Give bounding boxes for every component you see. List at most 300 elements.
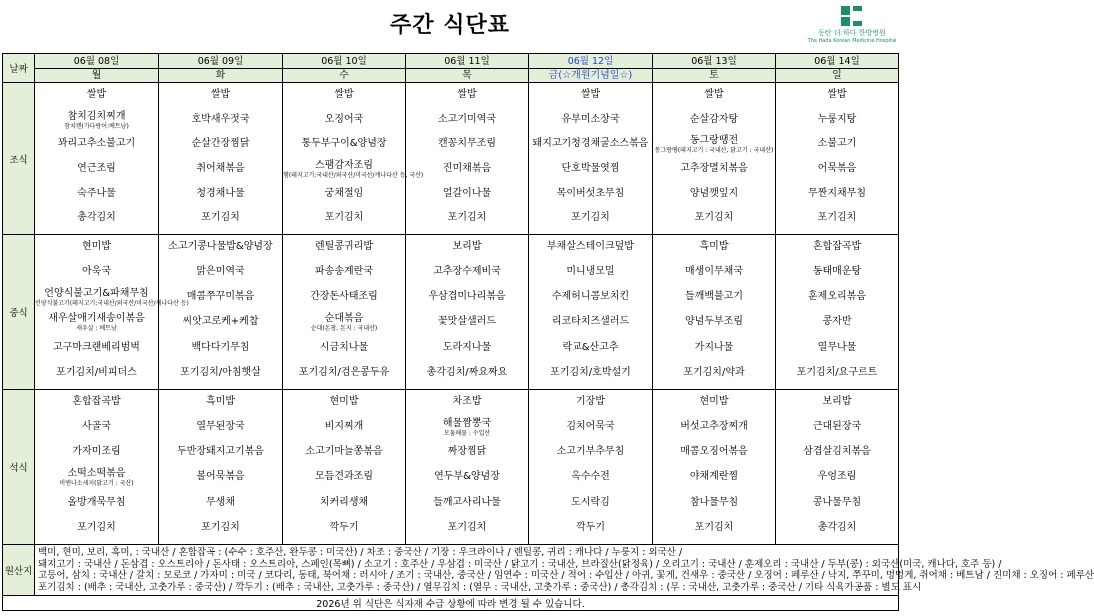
menu-item-name: 진미채볶음 (442, 162, 492, 174)
day-header (776, 54, 899, 83)
dinner-cell (406, 390, 529, 545)
menu-item-name: 어묵볶음 (817, 162, 857, 174)
menu-item (529, 83, 652, 108)
menu-item-name: 치커리생채 (319, 496, 369, 508)
menu-item (529, 157, 652, 182)
menu-item-name: 연두부&양념장 (434, 471, 500, 483)
lunch-cell (406, 235, 529, 390)
menu-item-name: 현미밥 (329, 396, 359, 407)
menu-item (283, 83, 405, 108)
menu-item (653, 361, 775, 386)
dinner-cell (283, 390, 406, 545)
menu-item (529, 285, 652, 310)
menu-item-name: 고구마크랜베리범벅 (53, 341, 140, 353)
menu-item-name: 목이버섯초무침 (556, 187, 625, 199)
menu-item (653, 132, 775, 157)
logo-mark-icon (841, 6, 863, 26)
menu-item-name: 꽈리고추소불고기 (57, 138, 136, 150)
menu-item (159, 157, 282, 182)
menu-item (776, 83, 898, 108)
menu-item (159, 491, 282, 516)
day-header (653, 54, 776, 83)
menu-item (159, 260, 282, 285)
menu-item-name: 순대볶음 (324, 313, 364, 325)
menu-item-name: 렌틸콩귀리밥 (315, 241, 373, 252)
menu-item-name: 오징어국 (324, 113, 364, 125)
menu-item (653, 336, 775, 361)
menu-item (35, 440, 158, 465)
day-weekday: 목 (462, 69, 472, 81)
menu-item (776, 260, 898, 285)
dinner-cell (776, 390, 899, 545)
row-label-date: 날짜 (3, 54, 35, 83)
menu-item (283, 182, 405, 207)
menu-item-origin-note: 비엔나소세지(닭고기 : 국산) (59, 480, 134, 488)
menu-item (283, 260, 405, 285)
menu-item (283, 516, 405, 541)
menu-item-name: 쌀밥 (210, 89, 231, 100)
menu-item-origin-note: 동그랑땡(돼지고기 : 국내산, 닭고기 : 국내산) (654, 147, 774, 155)
day-date: 06월 13일 (653, 55, 775, 69)
menu-item (159, 206, 282, 231)
menu-item (529, 390, 652, 415)
menu-item (653, 206, 775, 231)
menu-item-name: 소불고기 (817, 138, 857, 150)
menu-item (35, 390, 158, 415)
menu-item (406, 440, 528, 465)
menu-item (653, 465, 775, 490)
row-label-dinner: 석식 (3, 390, 35, 545)
menu-item-name: 총각김치 (817, 521, 857, 533)
breakfast-cell (776, 83, 899, 235)
menu-item-name: 매생이무채국 (685, 266, 743, 278)
day-weekday: 수 (339, 69, 349, 81)
menu-item-name: 깍두기 (576, 521, 605, 533)
menu-item (406, 465, 528, 490)
menu-item-name: 현미밥 (82, 241, 111, 252)
menu-item-name: 청경채나물 (196, 187, 245, 199)
menu-item-name: 총각김치 (77, 212, 116, 224)
menu-item (529, 516, 652, 541)
menu-item-name: 쌀밥 (86, 89, 107, 100)
menu-item (406, 157, 528, 182)
menu-item-name: 부채살스테이크덮밥 (547, 241, 634, 252)
day-weekday: 금(☆개원기념일☆) (548, 69, 633, 81)
menu-item (653, 182, 775, 207)
menu-item-name: 쌀밥 (457, 89, 477, 100)
dinner-row (3, 390, 899, 545)
menu-item-name: 락교&산고추 (562, 341, 619, 353)
menu-item-name: 단호박물엿찜 (561, 162, 620, 174)
menu-item-name: 동태매운탕 (812, 266, 862, 278)
menu-item (406, 83, 528, 108)
menu-item (283, 310, 405, 335)
menu-item-name: 소떡소떡볶음 (67, 468, 126, 480)
menu-item (653, 415, 775, 440)
menu-item (653, 440, 775, 465)
menu-item-name: 포기김치/검은콩두유 (298, 366, 390, 378)
menu-item-name: 고추장수제비국 (433, 266, 501, 278)
menu-item (529, 415, 652, 440)
menu-item (776, 235, 898, 260)
menu-item-name: 우삼겹미나리볶음 (428, 291, 506, 303)
menu-item-name: 쌀밥 (827, 89, 847, 100)
menu-item (529, 235, 652, 260)
origin-line: 고등어, 삼치 : 국내산 / 갈치 : 모로코 / 가자미 : 미국 / 코다리, 동태, 북어채 : 러시아 / 조기 : 국내산, 중국산 / 임연수 : 미국산 / 적어 : 수입산 / 아귀, 꽃게, 건새우 : 중국산 / 오징어 : 페루산 / 낙지, 쭈꾸미, 멍멍게, 쥐어채 : 베트남 / 진미채 : 오징어 : 페루산 (38, 570, 1094, 581)
menu-item (35, 465, 158, 490)
day-header (35, 54, 159, 83)
menu-item (35, 235, 158, 260)
dinner-cell (529, 390, 653, 545)
menu-item-name: 매콤쭈꾸미볶음 (186, 291, 255, 303)
menu-item (283, 491, 405, 516)
origin-row (3, 545, 899, 596)
menu-item (159, 108, 282, 133)
menu-item-name: 포기김치 (324, 212, 364, 224)
menu-item (35, 285, 189, 310)
menu-item-name: 도라지나물 (442, 341, 492, 353)
origin-line: 포기김치 : (배추 : 국내산, 고춧가루 : 중국산) / 깍두기 : (배추 : 국내산, 고춧가루 : 중국산) / 열무김치 : (열무 : 국내산, 고춧가루 : 중국산) / 총각김치 : (무 : 국내산, 고춧가루 : 중국산 / 기타 식육가공품 : 별도 표시 (38, 581, 922, 593)
menu-item-name: 매콤오징어볶음 (680, 446, 748, 458)
day-weekday: 토 (709, 69, 719, 81)
menu-item-name: 동그랑땡전 (689, 135, 739, 147)
menu-item (406, 516, 528, 541)
menu-item-name: 쌀밥 (704, 89, 724, 100)
menu-item (35, 206, 158, 231)
footer-notice: 2026년 위 식단은 식자재 수급 상황에 따라 변경 될 수 있습니다. (3, 596, 899, 611)
menu-item-name: 무짠지채무침 (808, 187, 866, 199)
menu-item-name: 올방개묵무침 (67, 496, 126, 508)
menu-item-name: 포기김치 (201, 212, 240, 224)
menu-item (283, 361, 405, 386)
day-header (283, 54, 406, 83)
menu-item-name: 순살간장찜닭 (191, 138, 250, 150)
menu-item (159, 361, 282, 386)
breakfast-cell (35, 83, 159, 235)
menu-item-name: 훈제오리볶음 (808, 291, 866, 303)
menu-item (283, 440, 405, 465)
menu-item (653, 285, 775, 310)
menu-item-name: 옥수수전 (571, 471, 610, 483)
menu-item-origin-note: 순대(돈창, 돈지 : 국내산) (310, 325, 378, 333)
menu-item-name: 포기김치/아침햇살 (180, 366, 261, 378)
lunch-cell (776, 235, 899, 390)
menu-item-name: 고추장멸치볶음 (680, 162, 748, 174)
menu-item (159, 132, 282, 157)
menu-item-name: 들깨고사리나물 (433, 496, 501, 508)
menu-item-name: 소고기마늘쫑볶음 (305, 446, 383, 458)
menu-item (653, 310, 775, 335)
menu-item-name: 새우살애기새송이볶음 (48, 313, 145, 325)
menu-item-name: 돼지고기청경채굴소스볶음 (532, 138, 649, 150)
menu-item (653, 491, 775, 516)
dinner-cell (653, 390, 776, 545)
menu-item-name: 통두부구이&양념장 (301, 138, 387, 150)
menu-item-name: 백다다기무침 (191, 341, 250, 353)
menu-item (283, 415, 405, 440)
menu-item-name: 흑미밥 (206, 396, 235, 407)
menu-item-name: 가지나물 (694, 341, 734, 353)
menu-item-name: 포기김치/약과 (683, 366, 745, 378)
menu-item-name: 기장밥 (576, 396, 605, 407)
menu-item (35, 182, 158, 207)
menu-item (35, 260, 158, 285)
menu-item (776, 132, 898, 157)
menu-item-name: 열무된장국 (196, 421, 245, 433)
menu-item-origin-note: 모둠해물 : 수입산 (443, 430, 491, 438)
menu-item (283, 285, 405, 310)
menu-item-name: 파송송계란국 (315, 266, 373, 278)
menu-item (35, 310, 158, 335)
breakfast-cell (159, 83, 283, 235)
menu-item-name: 수제허니콤보치킨 (551, 291, 630, 303)
menu-item (159, 336, 282, 361)
menu-item-name: 사골국 (82, 421, 111, 433)
menu-item (159, 235, 282, 260)
menu-item-name: 포기김치 (694, 212, 734, 224)
day-date: 06월 14일 (776, 55, 898, 69)
menu-item (776, 336, 898, 361)
menu-item-name: 호박새우젓국 (191, 113, 250, 125)
menu-item (406, 182, 528, 207)
menu-item (283, 108, 405, 133)
menu-item (406, 285, 528, 310)
menu-item-name: 현미밥 (699, 396, 729, 407)
logo-name: 동탄 더:하다 한방병원 (818, 29, 886, 37)
menu-item (406, 310, 528, 335)
menu-item (529, 361, 652, 386)
dinner-cell (159, 390, 283, 545)
day-weekday: 월 (91, 69, 102, 81)
menu-item-origin-note: 햄(돼지고기:국내산/외국산/미국산/캐나다산 등, 국산) (283, 171, 424, 179)
lunch-cell (529, 235, 653, 390)
menu-item (529, 108, 652, 133)
menu-item-origin-note: 새우살 : 베트남 (76, 325, 117, 333)
menu-item (529, 465, 652, 490)
footer-row (3, 596, 899, 611)
menu-item-name: 야채계란찜 (689, 471, 739, 483)
menu-item-name: 해물짬뽕국 (442, 418, 492, 430)
menu-item-name: 연근조림 (77, 162, 116, 174)
menu-item-name: 차조밥 (452, 396, 482, 407)
menu-item (406, 206, 528, 231)
row-label-breakfast: 조식 (3, 83, 35, 235)
menu-item (406, 108, 528, 133)
menu-item-name: 포기김치 (694, 521, 734, 533)
menu-item (283, 132, 405, 157)
menu-item-name: 근대된장국 (812, 421, 862, 433)
menu-item-name: 취어채볶음 (196, 162, 245, 174)
menu-item-name: 꽃맛살샐러드 (438, 316, 496, 328)
menu-item-name: 버섯고추장찌개 (680, 421, 748, 433)
menu-item (529, 182, 652, 207)
menu-item-name: 우엉조림 (817, 471, 857, 483)
menu-item (159, 415, 282, 440)
menu-item (35, 361, 158, 386)
menu-item-name: 참치김치찌개 (67, 110, 126, 122)
logo-subtitle: The Hada Korean Medicine Hospital (807, 38, 897, 44)
origin-line: 돼지고기 : 국내산 / 돈삼겹 : 오스트리아 / 돈사태 : 오스트리아, 스페인(목뼈) / 소고기 : 호주산 / 우삼겹 : 미국산 / 닭고기 : 국내산, 브라질산(닭정육) / 오리고기 : 국내산 / 훈제오리 : 국내산 / 두부(콩) : 외국산(미국, 캐나다, 호주 등) / (38, 558, 1002, 570)
menu-item-name: 양념깻잎지 (689, 187, 739, 199)
lunch-cell (159, 235, 283, 390)
menu-item-name: 포기김치/비피더스 (56, 366, 137, 378)
menu-item (159, 516, 282, 541)
menu-item (283, 157, 424, 182)
menu-item (35, 157, 158, 182)
menu-item-name: 가자미조림 (72, 446, 121, 458)
menu-item-name: 포기김치 (447, 521, 487, 533)
menu-item (283, 390, 405, 415)
menu-item (283, 465, 405, 490)
menu-item (406, 491, 528, 516)
menu-item (776, 206, 898, 231)
menu-item (283, 206, 405, 231)
menu-item (776, 465, 898, 490)
menu-item-name: 혼합잡곡밥 (72, 396, 121, 407)
menu-item-name: 비지찌개 (324, 421, 364, 433)
day-header (529, 54, 653, 83)
weekly-menu-table (2, 53, 1094, 611)
menu-item-name: 순살감자탕 (689, 113, 739, 125)
menu-item (159, 83, 282, 108)
menu-item-name: 얼갈이나물 (442, 187, 492, 199)
day-date: 06월 09일 (159, 55, 282, 69)
breakfast-row (3, 83, 899, 235)
menu-item-name: 깍두기 (329, 521, 359, 533)
menu-item (35, 491, 158, 516)
menu-item (406, 415, 528, 440)
menu-item (776, 361, 898, 386)
menu-item (529, 310, 652, 335)
menu-item-name: 양념두부조림 (685, 316, 743, 328)
menu-item-name: 쌀밥 (580, 89, 601, 100)
menu-item (283, 336, 405, 361)
menu-item-name: 흑미밥 (699, 241, 729, 252)
menu-item (529, 132, 652, 157)
menu-item-name: 미니냉모밀 (566, 266, 615, 278)
menu-item-name: 도시락김 (571, 496, 610, 508)
menu-item-name: 두반장돼지고기볶음 (177, 446, 264, 458)
menu-item-name: 참나물무침 (689, 496, 739, 508)
menu-item (159, 390, 282, 415)
menu-item (776, 415, 898, 440)
dinner-cell (35, 390, 159, 545)
menu-item-name: 유부미소장국 (561, 113, 620, 125)
menu-item-name: 소고기부추무침 (556, 446, 625, 458)
breakfast-cell (653, 83, 776, 235)
lunch-row (3, 235, 899, 390)
menu-item (406, 132, 528, 157)
menu-item (653, 83, 775, 108)
menu-item (35, 415, 158, 440)
menu-item-name: 포기김치 (201, 521, 240, 533)
menu-item (283, 235, 405, 260)
breakfast-cell (283, 83, 424, 235)
menu-item-name: 김치어묵국 (566, 421, 615, 433)
menu-item (776, 440, 898, 465)
day-date: 06월 12일 (529, 55, 652, 69)
menu-item-name: 씨앗고로케+케찹 (182, 316, 259, 328)
menu-item (529, 206, 652, 231)
menu-item-name: 총각김치/짜요짜요 (426, 366, 508, 378)
menu-item-name: 시금치나물 (319, 341, 369, 353)
menu-item-name: 열무나물 (817, 341, 857, 353)
lunch-cell (283, 235, 406, 390)
menu-item (653, 390, 775, 415)
menu-item (529, 440, 652, 465)
day-weekday: 화 (215, 69, 226, 81)
menu-item-name: 포기김치/요구르트 (796, 366, 878, 378)
day-date: 06월 10일 (283, 55, 405, 69)
menu-item-name: 언양식불고기&파채무침 (44, 288, 149, 300)
menu-item (776, 285, 898, 310)
menu-item-name: 누룽지탕 (817, 113, 857, 125)
page-title: 주간 식단표 (390, 13, 510, 38)
menu-item (776, 182, 898, 207)
menu-item-name: 포기김치 (447, 212, 487, 224)
menu-item-name: 스팸감자조림 (315, 159, 373, 171)
menu-item (406, 235, 528, 260)
menu-item-name: 모듬견과조림 (315, 471, 373, 483)
day-weekday: 일 (832, 69, 842, 81)
menu-item (529, 336, 652, 361)
menu-item-name: 무생채 (206, 496, 235, 508)
menu-item (776, 516, 898, 541)
menu-item-name: 숙주나물 (77, 187, 116, 199)
menu-item (406, 390, 528, 415)
menu-item-name: 포기김치 (817, 212, 857, 224)
menu-item-name: 쌀밥 (334, 89, 354, 100)
menu-item (159, 465, 282, 490)
day-date: 06월 08일 (35, 55, 158, 69)
menu-item-name: 볼어묵볶음 (196, 471, 245, 483)
menu-item-name: 보리밥 (452, 241, 482, 252)
menu-item-name: 맑은미역국 (196, 266, 245, 278)
menu-item-name: 포기김치 (571, 212, 610, 224)
menu-item (776, 108, 898, 133)
menu-item (406, 260, 528, 285)
breakfast-cell (529, 83, 653, 235)
menu-item-origin-note: 참치캔(가다랑어:베트남) (64, 122, 129, 130)
lunch-cell (35, 235, 189, 390)
menu-item-origin-note: 언양식불고기(돼지고기:국내산/외국산/미국산/캐나다산 등) (35, 300, 189, 308)
row-label-origin: 원산지 (3, 545, 35, 596)
menu-item (776, 491, 898, 516)
menu-item-name: 혼합잡곡밥 (812, 241, 862, 252)
menu-item-name: 보리밥 (822, 396, 852, 407)
menu-item-name: 캔꽁치무조림 (438, 138, 496, 150)
menu-item (406, 361, 528, 386)
menu-item-name: 궁채절임 (324, 187, 364, 199)
menu-item (653, 157, 775, 182)
lunch-cell (653, 235, 776, 390)
menu-item-name: 포기김치/호박설기 (550, 366, 631, 378)
day-date: 06월 11일 (406, 55, 528, 69)
menu-item (35, 83, 158, 108)
menu-item-name: 소고기콩나물밥&양념장 (168, 241, 273, 252)
menu-item (35, 336, 158, 361)
row-label-lunch: 중식 (3, 235, 35, 390)
hospital-logo (804, 6, 900, 44)
menu-item-name: 콩나물무침 (812, 496, 862, 508)
menu-item (159, 310, 282, 335)
menu-item (776, 390, 898, 415)
menu-item-name: 포기김치 (77, 521, 116, 533)
breakfast-cell (406, 83, 529, 235)
menu-item (35, 516, 158, 541)
menu-item (406, 336, 528, 361)
day-header (159, 54, 283, 83)
